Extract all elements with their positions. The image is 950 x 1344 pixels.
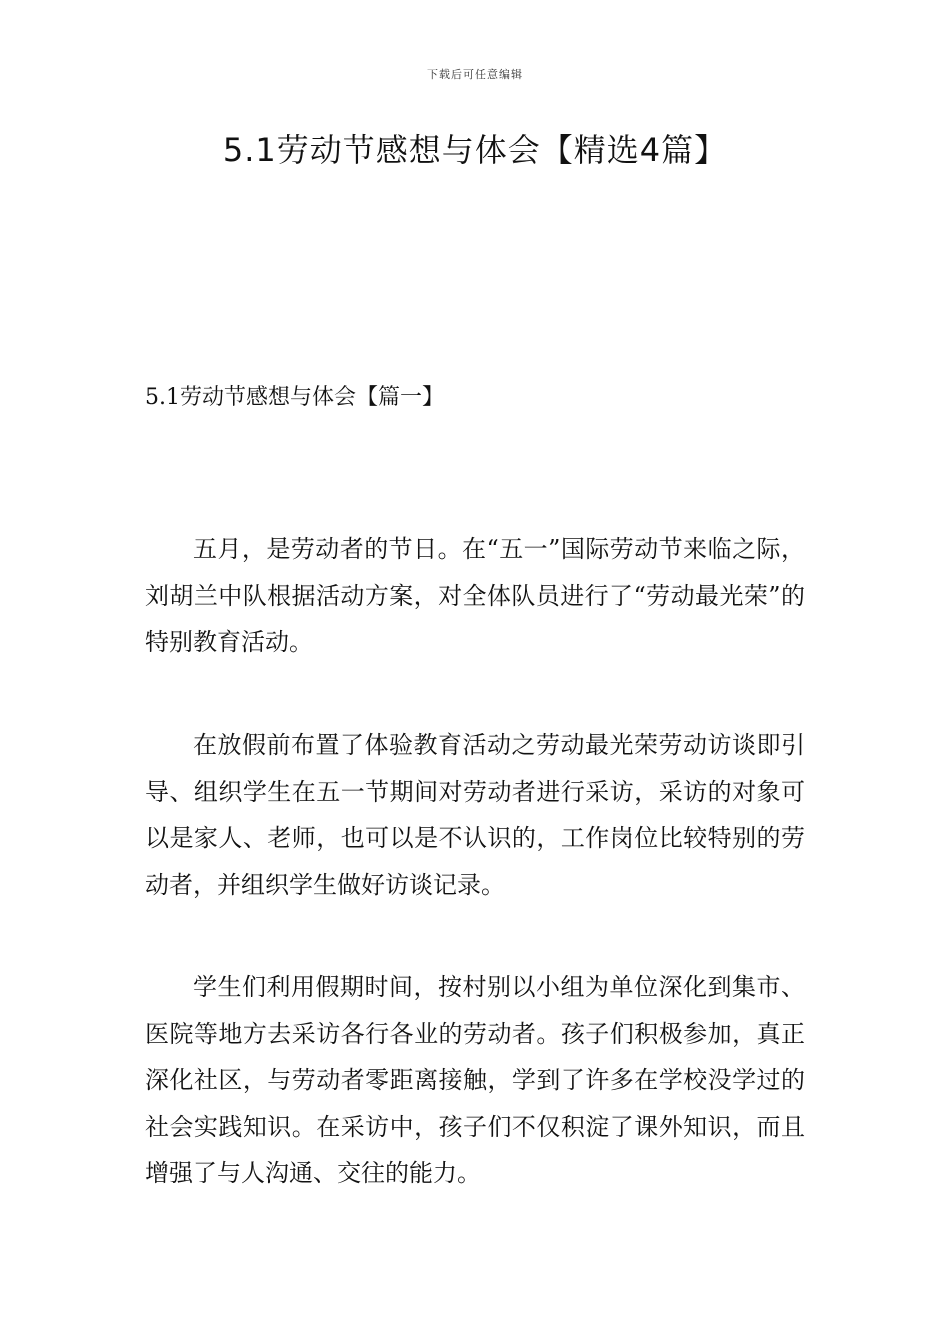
section-heading: 5.1劳动节感想与体会【篇一】 — [145, 385, 444, 410]
document-title: 5.1劳动节感想与体会【精选4篇】 — [222, 131, 728, 169]
header-note: 下载后可任意编辑 — [427, 68, 523, 81]
paragraph-1: 五月，是劳动者的节日。在“五一”国际劳动节来临之际，刘胡兰中队根据活动方案，对全体队员进行了“劳动最光荣”的特别教育活动。 — [145, 535, 805, 656]
paragraph-3: 学生们利用假期时间，按村别以小组为单位深化到集市、医院等地方去采访各行各业的劳动者。孩子们积极参加，真正深化社区，与劳动者零距离接触，学到了许多在学校没学过的社会实践知识。在采访中，孩子们不仅积淀了课外知识，而且增强了与人沟通、交往的能力。 — [145, 973, 805, 1187]
paragraph-2: 在放假前布置了体验教育活动之劳动最光荣劳动访谈即引导、组织学生在五一节期间对劳动者进行采访，采访的对象可以是家人、老师，也可以是不认识的，工作岗位比较特别的劳动者，并组织学生做好访谈记录。 — [145, 731, 805, 899]
